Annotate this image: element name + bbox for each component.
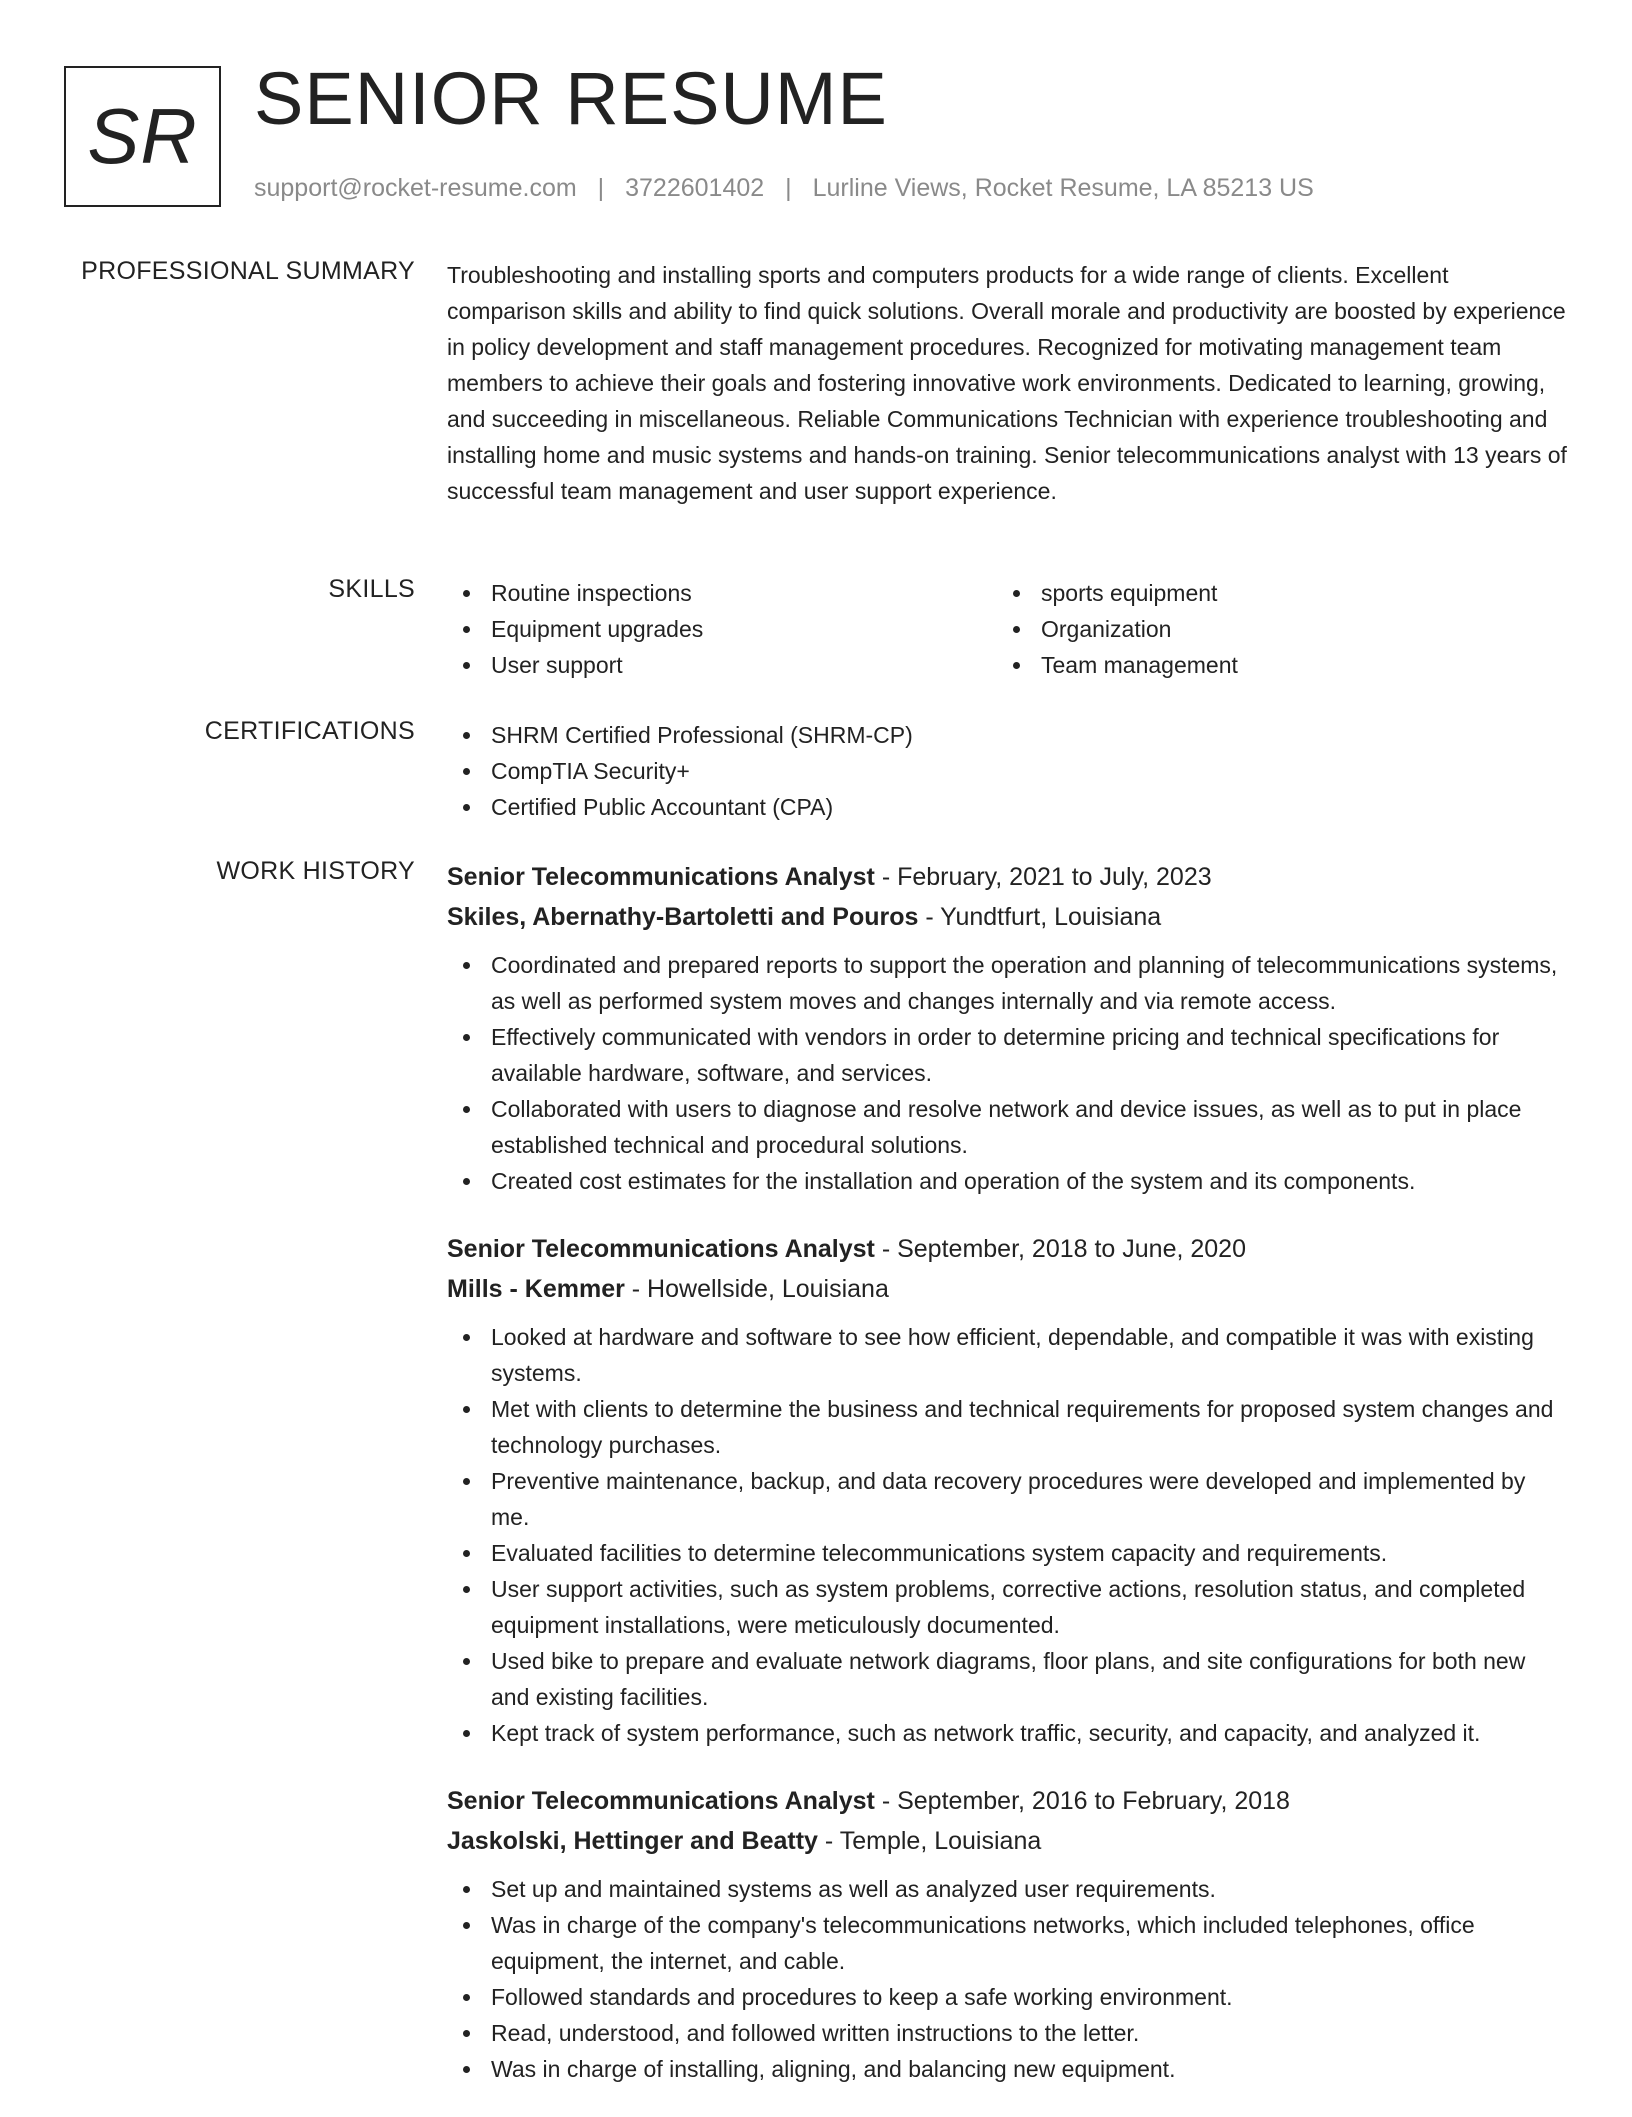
job-bullet: Coordinated and prepared reports to support the operation and planning of telecommunications systems, as well as performed system moves and changes internally and via remote access. [447, 947, 1567, 1019]
job-title: Senior Telecommunications Analyst [447, 1787, 875, 1815]
skills-column-2 [997, 575, 1547, 683]
skill-item: sports equipment [997, 575, 1547, 611]
skills-column-1 [447, 575, 997, 683]
monogram-text: SR [87, 92, 198, 180]
certifications-body [447, 717, 1567, 825]
skill-item: User support [447, 647, 997, 683]
job-title: Senior Telecommunications Analyst [447, 863, 875, 891]
certification-item: Certified Public Accountant (CPA) [447, 789, 1567, 825]
contact-email[interactable]: support@rocket-resume.com [254, 174, 577, 202]
job-company-line [447, 897, 1567, 937]
summary-text: Troubleshooting and installing sports and computers products for a wide range of clients. Excellent comparison skills and ability to find quick solutions. Overall morale and productivity are boosted by experience in policy development and staff management procedures. Recognized for motivating management team members to achieve their goals and fostering innovative work environments. Dedicated to learning, growing, and succeeding in miscellaneous. Reliable Communications Technician with experience troubleshooting and installing home and music systems and hands-on training. Senior telecommunications analyst with 13 years of successful team management and user support experience. [447, 262, 1567, 504]
section-heading: SKILLS [328, 575, 415, 603]
contact-address: Lurline Views, Rocket Resume, LA 85213 US [812, 174, 1314, 202]
job-bullets [447, 1871, 1567, 2087]
job-dates: - February, 2021 to July, 2023 [874, 863, 1212, 891]
summary-body [447, 257, 1567, 509]
skill-item: Routine inspections [447, 575, 997, 611]
job-bullet: Read, understood, and followed written instructions to the letter. [447, 2015, 1567, 2051]
job-bullet: Evaluated facilities to determine telecommunications system capacity and requirements. [447, 1535, 1567, 1571]
job-bullet: Effectively communicated with vendors in order to determine pricing and technical specifications for available hardware, software, and services. [447, 1019, 1567, 1091]
job-bullet: Created cost estimates for the installation and operation of the system and its components. [447, 1163, 1567, 1199]
job-bullet: Kept track of system performance, such as network traffic, security, and capacity, and analyzed it. [447, 1715, 1567, 1751]
job-entry [447, 1781, 1567, 2087]
certifications-list [447, 717, 1567, 825]
job-entry [447, 857, 1567, 1199]
job-title-line [447, 1229, 1567, 1269]
job-bullet: Followed standards and procedures to keep a safe working environment. [447, 1979, 1567, 2015]
certification-item: CompTIA Security+ [447, 753, 1567, 789]
section-heading: WORK HISTORY [216, 857, 415, 885]
section-heading: CERTIFICATIONS [204, 717, 415, 745]
work-history-body [447, 857, 1567, 2117]
section-heading: PROFESSIONAL SUMMARY [81, 257, 415, 285]
job-dates: - September, 2016 to February, 2018 [874, 1787, 1290, 1815]
job-company-line [447, 1821, 1567, 1861]
skill-item: Team management [997, 647, 1547, 683]
job-location: - Temple, Louisiana [817, 1827, 1042, 1855]
job-bullets [447, 1319, 1567, 1751]
certification-item: SHRM Certified Professional (SHRM-CP) [447, 717, 1567, 753]
job-bullet: Looked at hardware and software to see how efficient, dependable, and compatible it was with existing systems. [447, 1319, 1567, 1391]
job-company: Mills - Kemmer [447, 1275, 625, 1303]
skills-body [447, 575, 1567, 683]
job-bullet: Was in charge of installing, aligning, and balancing new equipment. [447, 2051, 1567, 2087]
job-title: Senior Telecommunications Analyst [447, 1235, 875, 1263]
contact-separator: | [785, 174, 792, 202]
contact-separator: | [597, 174, 605, 202]
job-bullet: Was in charge of the company's telecommunications networks, which included telephones, office equipment, the internet, and cable. [447, 1907, 1567, 1979]
job-bullets [447, 947, 1567, 1199]
monogram-badge [64, 66, 221, 207]
job-entry [447, 1229, 1567, 1751]
job-bullet: Met with clients to determine the business and technical requirements for proposed system changes and technology purchases. [447, 1391, 1567, 1463]
job-location: - Howellside, Louisiana [624, 1275, 889, 1303]
resume-name: SENIOR RESUME [254, 57, 888, 140]
job-company: Jaskolski, Hettinger and Beatty [447, 1827, 818, 1855]
skill-item: Organization [997, 611, 1547, 647]
job-bullet: Set up and maintained systems as well as analyzed user requirements. [447, 1871, 1567, 1907]
skill-item: Equipment upgrades [447, 611, 997, 647]
job-title-line [447, 1781, 1567, 1821]
job-bullet: Used bike to prepare and evaluate network diagrams, floor plans, and site configurations for both new and existing facilities. [447, 1643, 1567, 1715]
job-company: Skiles, Abernathy-Bartoletti and Pouros [447, 903, 919, 931]
contact-line [254, 174, 1314, 203]
job-bullet: Preventive maintenance, backup, and data recovery procedures were developed and implemented by me. [447, 1463, 1567, 1535]
job-dates: - September, 2018 to June, 2020 [874, 1235, 1246, 1263]
job-location: - Yundtfurt, Louisiana [918, 903, 1162, 931]
contact-phone[interactable]: 3722601402 [625, 174, 765, 202]
job-bullet: User support activities, such as system problems, corrective actions, resolution status, and completed equipment installations, were meticulously documented. [447, 1571, 1567, 1643]
job-company-line [447, 1269, 1567, 1309]
job-title-line [447, 857, 1567, 897]
job-bullet: Collaborated with users to diagnose and resolve network and device issues, as well as to put in place established technical and procedural solutions. [447, 1091, 1567, 1163]
